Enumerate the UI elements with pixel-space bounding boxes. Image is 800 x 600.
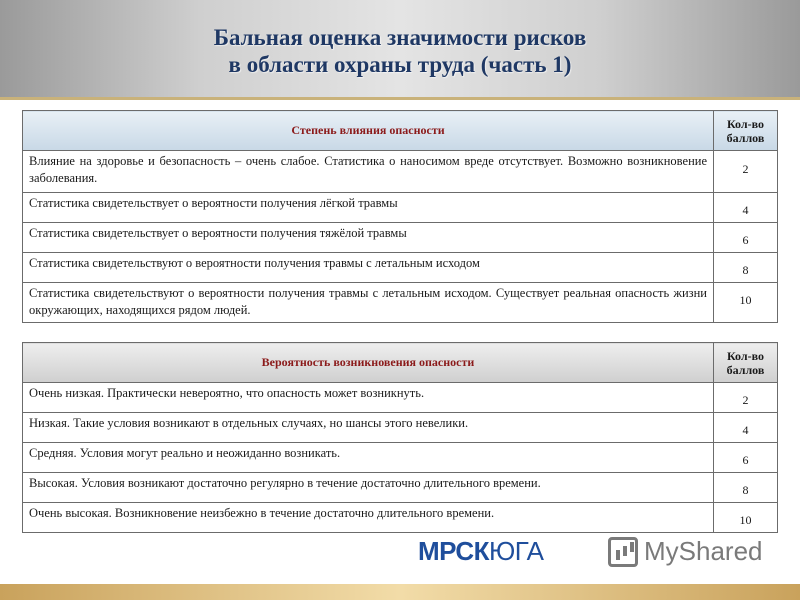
chart-presentation-icon [608,537,638,567]
title-line-1: Бальная оценка значимости рисков [213,25,587,50]
table-header-row [23,343,778,383]
myshared-logo-text: MyShared [644,536,763,566]
row-score: 10 [714,503,778,533]
row-description: Влияние на здоровье и безопасность – очень слабое. Статистика о наносимом вреде отсутствует. Возможно возникновение заболевания. [23,151,714,193]
row-score: 6 [714,223,778,253]
row-description: Высокая. Условия возникают достаточно регулярно в течение достаточно длительного времени. [23,473,714,503]
score-header-line2: баллов [726,362,765,377]
mrsk-logo [418,536,543,567]
row-score: 4 [714,413,778,443]
table-row [23,413,778,443]
table-header-row [23,111,778,151]
row-score: 10 [714,283,778,323]
row-description: Статистика свидетельствует о вероятности получения тяжёлой травмы [23,223,714,253]
mrsk-logo-text: МРСК [418,536,489,566]
row-score: 2 [714,151,778,193]
slide-content [0,100,800,600]
row-score: 8 [714,473,778,503]
table-row [23,223,778,253]
title-line-2: в области охраны труда (часть 1) [228,52,572,77]
row-score: 6 [714,443,778,473]
score-header [714,343,778,383]
row-score: 8 [714,253,778,283]
row-score: 4 [714,193,778,223]
myshared-logo [608,536,763,567]
slide-header [0,0,800,100]
slide-title [0,24,800,78]
table-row [23,283,778,323]
table-row [23,253,778,283]
table-row [23,193,778,223]
row-description: Очень низкая. Практически невероятно, что опасность может возникнуть. [23,383,714,413]
score-header-line2: баллов [726,130,765,145]
row-description: Низкая. Такие условия возникают в отдельных случаях, но шансы этого невелики. [23,413,714,443]
table-row [23,383,778,413]
row-description: Статистика свидетельствуют о вероятности получения травмы с летальным исходом [23,253,714,283]
table-row [23,443,778,473]
score-header-line1: Кол-во [726,348,765,363]
probability-header: Вероятность возникновения опасности [23,343,714,383]
row-description: Статистика свидетельствует о вероятности получения лёгкой травмы [23,193,714,223]
probability-table [22,342,778,533]
impact-table [22,110,778,323]
table-row [23,473,778,503]
row-description: Средняя. Условия могут реально и неожиданно возникать. [23,443,714,473]
impact-header: Степень влияния опасности [23,111,714,151]
table-row [23,151,778,193]
score-header [714,111,778,151]
table-row [23,503,778,533]
yug-logo-text: ЮГА [489,536,544,566]
row-description: Статистика свидетельствуют о вероятности получения травмы с летальным исходом. Существует реальная опасность жизни окружающих, находящихся рядом людей. [23,283,714,323]
score-header-line1: Кол-во [726,116,765,131]
row-score: 2 [714,383,778,413]
row-description: Очень высокая. Возникновение неизбежно в течение достаточно длительного времени. [23,503,714,533]
footer-gold-band [0,584,800,600]
